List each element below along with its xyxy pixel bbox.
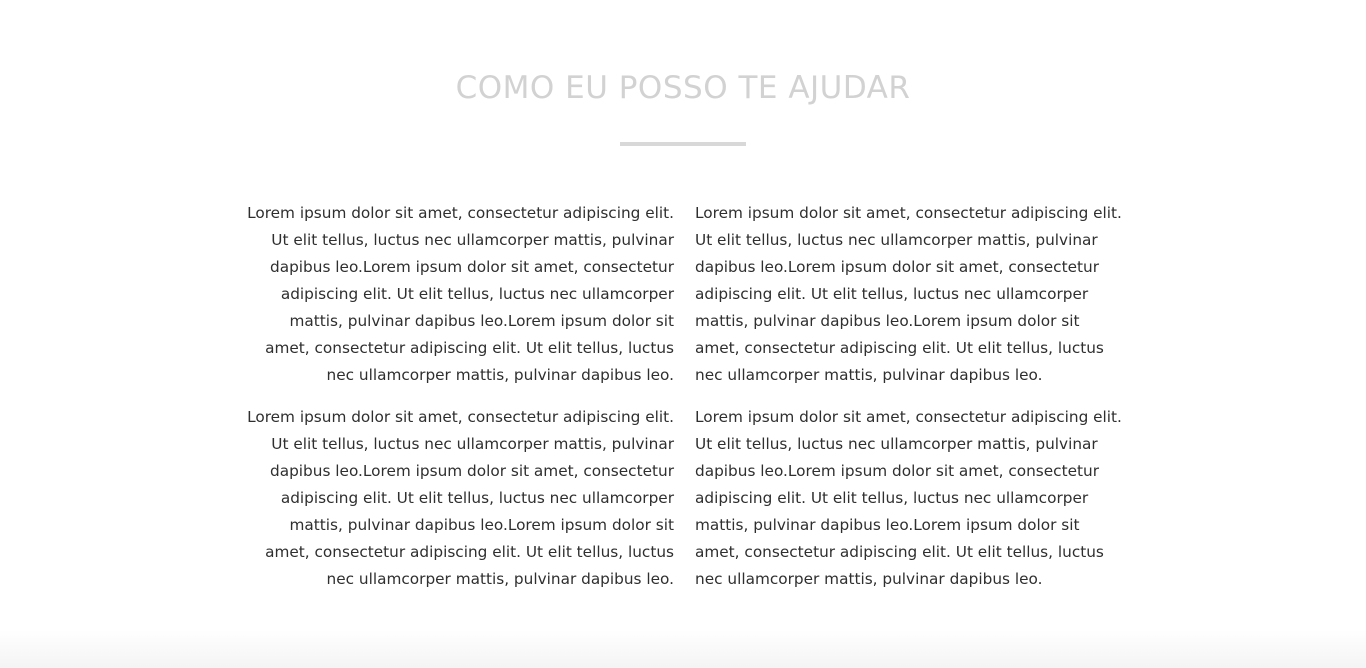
text-line: adipiscing elit. Ut elit tellus, luctus nec ullamcorper <box>280 285 674 303</box>
paragraph-right-bottom <box>695 404 1165 593</box>
text-line: mattis, pulvinar dapibus leo.Lorem ipsum dolor sit <box>695 516 1080 534</box>
text-line: adipiscing elit. Ut elit tellus, luctus nec ullamcorper <box>280 489 674 507</box>
text-line: Lorem ipsum dolor sit amet, consectetur adipiscing elit. <box>695 408 1122 426</box>
text-block-left-top <box>204 200 674 389</box>
text-line: amet, consectetur adipiscing elit. Ut elit tellus, luctus <box>265 339 674 357</box>
text-line: amet, consectetur adipiscing elit. Ut elit tellus, luctus <box>695 543 1104 561</box>
text-line: Ut elit tellus, luctus nec ullamcorper mattis, pulvinar <box>695 231 1098 249</box>
text-line: Ut elit tellus, luctus nec ullamcorper mattis, pulvinar <box>271 435 674 453</box>
text-block-right-bottom <box>695 404 1165 593</box>
text-line: dapibus leo.Lorem ipsum dolor sit amet, consectetur <box>695 462 1099 480</box>
text-line: Lorem ipsum dolor sit amet, consectetur adipiscing elit. <box>247 408 674 426</box>
text-block-right-top <box>695 200 1165 389</box>
text-line: nec ullamcorper mattis, pulvinar dapibus leo. <box>695 570 1043 588</box>
paragraph-left-top <box>204 200 674 389</box>
text-line: amet, consectetur adipiscing elit. Ut elit tellus, luctus <box>265 543 674 561</box>
text-line: mattis, pulvinar dapibus leo.Lorem ipsum dolor sit <box>289 516 674 534</box>
text-line: dapibus leo.Lorem ipsum dolor sit amet, consectetur <box>270 462 674 480</box>
text-line: amet, consectetur adipiscing elit. Ut elit tellus, luctus <box>695 339 1104 357</box>
title-divider <box>620 142 746 146</box>
text-line: nec ullamcorper mattis, pulvinar dapibus leo. <box>326 366 674 384</box>
text-line: Ut elit tellus, luctus nec ullamcorper mattis, pulvinar <box>271 231 674 249</box>
paragraph-right-top <box>695 200 1165 389</box>
text-line: nec ullamcorper mattis, pulvinar dapibus leo. <box>326 570 674 588</box>
section-title: COMO EU POSSO TE AJUDAR <box>455 70 911 106</box>
text-block-left-bottom <box>204 404 674 593</box>
section-bottom-shade <box>0 630 1366 668</box>
text-line: Lorem ipsum dolor sit amet, consectetur adipiscing elit. <box>247 204 674 222</box>
text-line: adipiscing elit. Ut elit tellus, luctus nec ullamcorper <box>695 489 1089 507</box>
text-line: mattis, pulvinar dapibus leo.Lorem ipsum dolor sit <box>289 312 674 330</box>
text-line: nec ullamcorper mattis, pulvinar dapibus leo. <box>695 366 1043 384</box>
text-line: dapibus leo.Lorem ipsum dolor sit amet, consectetur <box>270 258 674 276</box>
text-line: mattis, pulvinar dapibus leo.Lorem ipsum dolor sit <box>695 312 1080 330</box>
text-line: adipiscing elit. Ut elit tellus, luctus nec ullamcorper <box>695 285 1089 303</box>
text-line: dapibus leo.Lorem ipsum dolor sit amet, consectetur <box>695 258 1099 276</box>
text-line: Lorem ipsum dolor sit amet, consectetur adipiscing elit. <box>695 204 1122 222</box>
text-line: Ut elit tellus, luctus nec ullamcorper mattis, pulvinar <box>695 435 1098 453</box>
paragraph-left-bottom <box>204 404 674 593</box>
